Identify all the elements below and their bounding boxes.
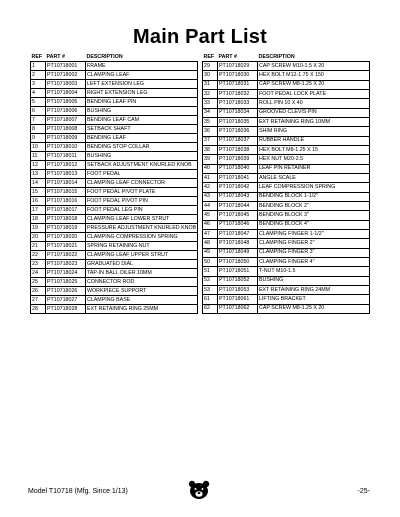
ref-cell: 50 — [203, 257, 218, 266]
ref-cell: 51 — [203, 267, 218, 276]
ref-cell: 49 — [203, 248, 218, 257]
ref-cell: 14 — [31, 179, 46, 188]
description-cell: HEX NUT M20-2.5 — [258, 155, 370, 164]
table-header-row — [31, 53, 198, 62]
description-cell: BUSHING — [86, 107, 198, 116]
ref-cell: 44 — [203, 201, 218, 210]
part-number-cell: PT10718022 — [46, 251, 86, 260]
description-cell: SHIM RING — [258, 127, 370, 136]
description-cell: BENDING BLOCK 1-1/2" — [258, 192, 370, 201]
description-header: DESCRIPTION — [258, 54, 295, 60]
ref-cell: 13 — [31, 170, 46, 179]
part-number-cell: PT10718023 — [46, 260, 86, 269]
ref-cell: 43 — [203, 192, 218, 201]
part-number-cell: PT10718026 — [46, 287, 86, 296]
page-number: -25- — [357, 488, 370, 495]
part-number-cell: PT10718019 — [46, 224, 86, 233]
part-number-cell: PT10718040 — [218, 164, 258, 173]
description-cell: CLAMPING LEAF CONNECTOR — [86, 179, 198, 188]
part-number-cell: PT10718061 — [218, 295, 258, 304]
ref-cell: 24 — [31, 269, 46, 278]
description-cell: FOOT PEDAL PIVOT PIN — [86, 197, 198, 206]
ref-cell: 42 — [203, 183, 218, 192]
table-row — [203, 155, 370, 164]
description-cell: BUSHING — [86, 152, 198, 161]
table-row — [203, 71, 370, 80]
description-cell: WORKPIECE SUPPORT — [86, 287, 198, 296]
description-cell: RUBBER HANDLE — [258, 136, 370, 145]
table-row — [203, 257, 370, 266]
table-row — [31, 206, 198, 215]
table-row — [31, 134, 198, 143]
ref-cell: 52 — [203, 276, 218, 285]
description-cell: LEAF PIN RETAINER — [258, 164, 370, 173]
description-cell: CLAMPING LEAF — [86, 71, 198, 80]
table-row — [31, 260, 198, 269]
table-row — [203, 173, 370, 182]
ref-cell: 30 — [203, 71, 218, 80]
description-cell: BENDING BLOCK 4" — [258, 220, 370, 229]
part-number-cell: PT10718006 — [46, 107, 86, 116]
ref-cell: 25 — [31, 278, 46, 287]
description-cell: BENDING LEAF CAM — [86, 116, 198, 125]
ref-cell: 12 — [31, 161, 46, 170]
part-number-cell: PT10718017 — [46, 206, 86, 215]
part-number-cell: PT10718016 — [46, 197, 86, 206]
description-cell: SPRING RETAINING NUT — [86, 242, 198, 251]
ref-cell: 37 — [203, 136, 218, 145]
part-number-cell: PT10718030 — [218, 71, 258, 80]
part-number-cell: PT10718034 — [218, 108, 258, 117]
part-number-cell: PT10718024 — [46, 269, 86, 278]
part-number-cell: PT10718008 — [46, 125, 86, 134]
part-number-cell: PT10718053 — [218, 285, 258, 294]
part-number-cell: PT10718038 — [218, 145, 258, 154]
description-cell: CAP SCREW M8-1.25 X 20 — [258, 80, 370, 89]
description-cell: CLAMPING FINGER 2" — [258, 239, 370, 248]
ref-cell: 10 — [31, 143, 46, 152]
ref-cell: 11 — [31, 152, 46, 161]
table-row — [31, 161, 198, 170]
ref-cell: 41 — [203, 173, 218, 182]
description-cell: CAP SCREW M10-1.5 X 20 — [258, 62, 370, 71]
description-cell: CLAMPING FINGER 4" — [258, 257, 370, 266]
table-row — [31, 233, 198, 242]
description-cell: BENDING LEAF — [86, 134, 198, 143]
table-row — [31, 251, 198, 260]
ref-cell: 38 — [203, 145, 218, 154]
table-row — [31, 197, 198, 206]
table-row — [203, 229, 370, 238]
part-number-cell: PT10718012 — [46, 161, 86, 170]
description-cell: LIFTING BRACKET — [258, 295, 370, 304]
description-cell: LEAF COMPRESSION SPRING — [258, 183, 370, 192]
part-number-cell: PT10718021 — [46, 242, 86, 251]
description-cell: FOOT PEDAL LOCK PLATE — [258, 89, 370, 98]
table-row — [203, 192, 370, 201]
ref-cell: 2 — [31, 71, 46, 80]
table-row — [203, 276, 370, 285]
description-cell: SETBACK SHAFT — [86, 125, 198, 134]
ref-cell: 23 — [31, 260, 46, 269]
part-number-cell: PT10718047 — [218, 229, 258, 238]
part-number-cell: PT10718010 — [46, 143, 86, 152]
part-number-cell: PT10718039 — [218, 155, 258, 164]
ref-cell: 33 — [203, 99, 218, 108]
table-row — [31, 296, 198, 305]
part-number-cell: PT10718046 — [218, 220, 258, 229]
part-number-cell: PT10718043 — [218, 192, 258, 201]
description-cell: CLAMPING COMPRESSION SPRING — [86, 233, 198, 242]
description-cell: GRADUATED DIAL — [86, 260, 198, 269]
ref-cell: 36 — [203, 127, 218, 136]
table-row — [31, 107, 198, 116]
part-number-cell: PT10718062 — [218, 304, 258, 313]
description-cell: BENDING BLOCK 3" — [258, 211, 370, 220]
ref-cell: 17 — [31, 206, 46, 215]
table-row — [31, 287, 198, 296]
table-row — [31, 80, 198, 89]
table-row — [203, 267, 370, 276]
ref-cell: 26 — [31, 287, 46, 296]
description-cell: SETBACK ADJUSTMENT KNURLED KNOB — [86, 161, 198, 170]
part-number-cell: PT10718031 — [218, 80, 258, 89]
description-cell: BUSHING — [258, 276, 370, 285]
table-row — [31, 278, 198, 287]
table-row — [203, 285, 370, 294]
table-row — [203, 295, 370, 304]
ref-cell: 19 — [31, 224, 46, 233]
table-row — [31, 188, 198, 197]
description-cell: CLAMPING FINGER 1-1/2" — [258, 229, 370, 238]
description-cell: TAP-IN BALL OILER 10MM — [86, 269, 198, 278]
table-row — [203, 201, 370, 210]
table-row — [31, 62, 198, 71]
table-row — [31, 242, 198, 251]
ref-cell: 4 — [31, 89, 46, 98]
table-row — [31, 125, 198, 134]
ref-cell: 46 — [203, 220, 218, 229]
description-cell: CLAMPING FINGER 3" — [258, 248, 370, 257]
part-header: PART # — [46, 54, 65, 60]
bear-head-icon — [188, 480, 210, 500]
ref-cell: 18 — [31, 215, 46, 224]
table-row — [203, 211, 370, 220]
part-number-cell: PT10718020 — [46, 233, 86, 242]
description-cell: FOOT PEDAL — [86, 170, 198, 179]
ref-cell: 27 — [31, 296, 46, 305]
table-row — [203, 239, 370, 248]
ref-cell: 40 — [203, 164, 218, 173]
table-row — [31, 170, 198, 179]
ref-cell: 45 — [203, 211, 218, 220]
part-number-cell: PT10718041 — [218, 173, 258, 182]
description-cell: RIGHT EXTENSION LEG — [86, 89, 198, 98]
table-row — [31, 269, 198, 278]
ref-cell: 22 — [31, 251, 46, 260]
part-number-cell: PT10718035 — [218, 117, 258, 126]
description-cell: T-NUT M10-1.5 — [258, 267, 370, 276]
ref-cell: 32 — [203, 89, 218, 98]
description-cell: BENDING BLOCK 2" — [258, 201, 370, 210]
ref-cell: 1 — [31, 62, 46, 71]
ref-cell: 3 — [31, 80, 46, 89]
ref-cell: 6 — [31, 107, 46, 116]
description-cell: LEFT EXTENSION LEG — [86, 80, 198, 89]
part-number-cell: PT10718014 — [46, 179, 86, 188]
description-cell: CLAMPING BASE — [86, 296, 198, 305]
description-cell: HEX BOLT M12-1.75 X 150 — [258, 71, 370, 80]
part-number-cell: PT10718042 — [218, 183, 258, 192]
part-number-cell: PT10718001 — [46, 62, 86, 71]
description-cell: FRAME — [86, 62, 198, 71]
table-row — [31, 215, 198, 224]
ref-header: REF — [31, 54, 43, 60]
part-number-cell: PT10718050 — [218, 257, 258, 266]
description-cell: PRESSURE ADJUSTMENT KNURLED KNOB — [87, 224, 197, 231]
table-row — [203, 164, 370, 173]
part-number-cell: PT10718011 — [46, 152, 86, 161]
table-row — [203, 80, 370, 89]
table-row — [203, 183, 370, 192]
part-number-cell: PT10718028 — [46, 305, 86, 314]
table-row — [203, 248, 370, 257]
table-row — [203, 89, 370, 98]
ref-cell: 29 — [203, 62, 218, 71]
description-cell: CLAMPING LEAF UPPER STRUT — [86, 251, 198, 260]
ref-cell: 20 — [31, 233, 46, 242]
description-cell: CLAMPING LEAF LOWER STRUT — [86, 215, 198, 224]
part-number-cell: PT10718005 — [46, 98, 86, 107]
table-row — [203, 127, 370, 136]
ref-cell: 7 — [31, 116, 46, 125]
table-row — [31, 116, 198, 125]
ref-cell: 61 — [203, 295, 218, 304]
description-cell: FOOT PEDAL PIVOT PLATE — [86, 188, 198, 197]
table-row — [31, 89, 198, 98]
table-row — [203, 220, 370, 229]
part-number-cell: PT10718048 — [218, 239, 258, 248]
part-number-cell: PT10718051 — [218, 267, 258, 276]
table-row — [203, 99, 370, 108]
part-number-cell: PT10718002 — [46, 71, 86, 80]
ref-cell: 53 — [203, 285, 218, 294]
ref-cell: 31 — [203, 80, 218, 89]
ref-cell: 16 — [31, 197, 46, 206]
table-row — [203, 108, 370, 117]
part-number-cell: PT10718037 — [218, 136, 258, 145]
table-row — [203, 145, 370, 154]
description-cell: EXT RETAINING RING 24MM — [258, 285, 370, 294]
description-cell: BENDING LEAF PIN — [86, 98, 198, 107]
description-cell: CAP SCREW M8-1.25 X 20 — [258, 304, 370, 313]
part-number-cell: PT10718029 — [218, 62, 258, 71]
ref-cell: 28 — [31, 305, 46, 314]
part-number-cell: PT10718049 — [218, 248, 258, 257]
table-row — [203, 117, 370, 126]
part-number-cell: PT10718018 — [46, 215, 86, 224]
ref-cell: 8 — [31, 125, 46, 134]
ref-cell: 35 — [203, 117, 218, 126]
ref-cell: 9 — [31, 134, 46, 143]
part-number-cell: PT10718032 — [218, 89, 258, 98]
part-number-cell: PT10718052 — [218, 276, 258, 285]
part-number-cell: PT10718027 — [46, 296, 86, 305]
part-number-cell: PT10718003 — [46, 80, 86, 89]
table-row — [31, 179, 198, 188]
description-cell: HEX BOLT M8-1.25 X 15 — [258, 145, 370, 154]
ref-cell: 47 — [203, 229, 218, 238]
part-number-cell: PT10718045 — [218, 211, 258, 220]
table-row — [31, 71, 198, 80]
part-number-cell: PT10718036 — [218, 127, 258, 136]
description-cell: FOOT PEDAL LEG PIN — [86, 206, 198, 215]
table-row — [31, 152, 198, 161]
page-title: Main Part List — [133, 26, 267, 48]
table-header-row — [203, 53, 370, 62]
table-row — [203, 136, 370, 145]
description-cell: ANGLE SCALE — [258, 173, 370, 182]
table-row — [203, 304, 370, 313]
parts-table-right — [202, 53, 370, 314]
ref-cell: 48 — [203, 239, 218, 248]
table-row — [203, 62, 370, 71]
model-footer: Model T10718 (Mfg. Since 1/13) — [28, 488, 128, 495]
ref-cell: 39 — [203, 155, 218, 164]
part-number-cell: PT10718013 — [46, 170, 86, 179]
ref-cell: 15 — [31, 188, 46, 197]
ref-cell: 5 — [31, 98, 46, 107]
parts-tables — [30, 53, 370, 314]
parts-table-left — [30, 53, 198, 314]
ref-cell: 62 — [203, 304, 218, 313]
part-header: PART # — [218, 54, 237, 60]
part-number-cell: PT10718015 — [46, 188, 86, 197]
table-row — [31, 224, 198, 233]
ref-header: REF — [203, 54, 215, 60]
part-number-cell: PT10718009 — [46, 134, 86, 143]
ref-cell: 34 — [203, 108, 218, 117]
part-number-cell: PT10718025 — [46, 278, 86, 287]
description-cell: BENDING STOP COLLAR — [86, 143, 198, 152]
part-number-cell: PT10718033 — [218, 99, 258, 108]
table-row — [31, 305, 198, 314]
part-number-cell: PT10718004 — [46, 89, 86, 98]
table-row — [31, 98, 198, 107]
description-cell: CONNECTOR ROD — [86, 278, 198, 287]
description-cell: EXT RETAINING RING 10MM — [258, 117, 370, 126]
table-row — [31, 143, 198, 152]
part-number-cell: PT10718044 — [218, 201, 258, 210]
part-number-cell: PT10718007 — [46, 116, 86, 125]
description-cell: GROOVED CLEVIS PIN — [258, 108, 370, 117]
description-header: DESCRIPTION — [86, 54, 123, 60]
ref-cell: 21 — [31, 242, 46, 251]
description-cell: ROLL PIN 10 X 40 — [258, 99, 370, 108]
description-cell: EXT RETAINING RING 25MM — [86, 305, 198, 314]
